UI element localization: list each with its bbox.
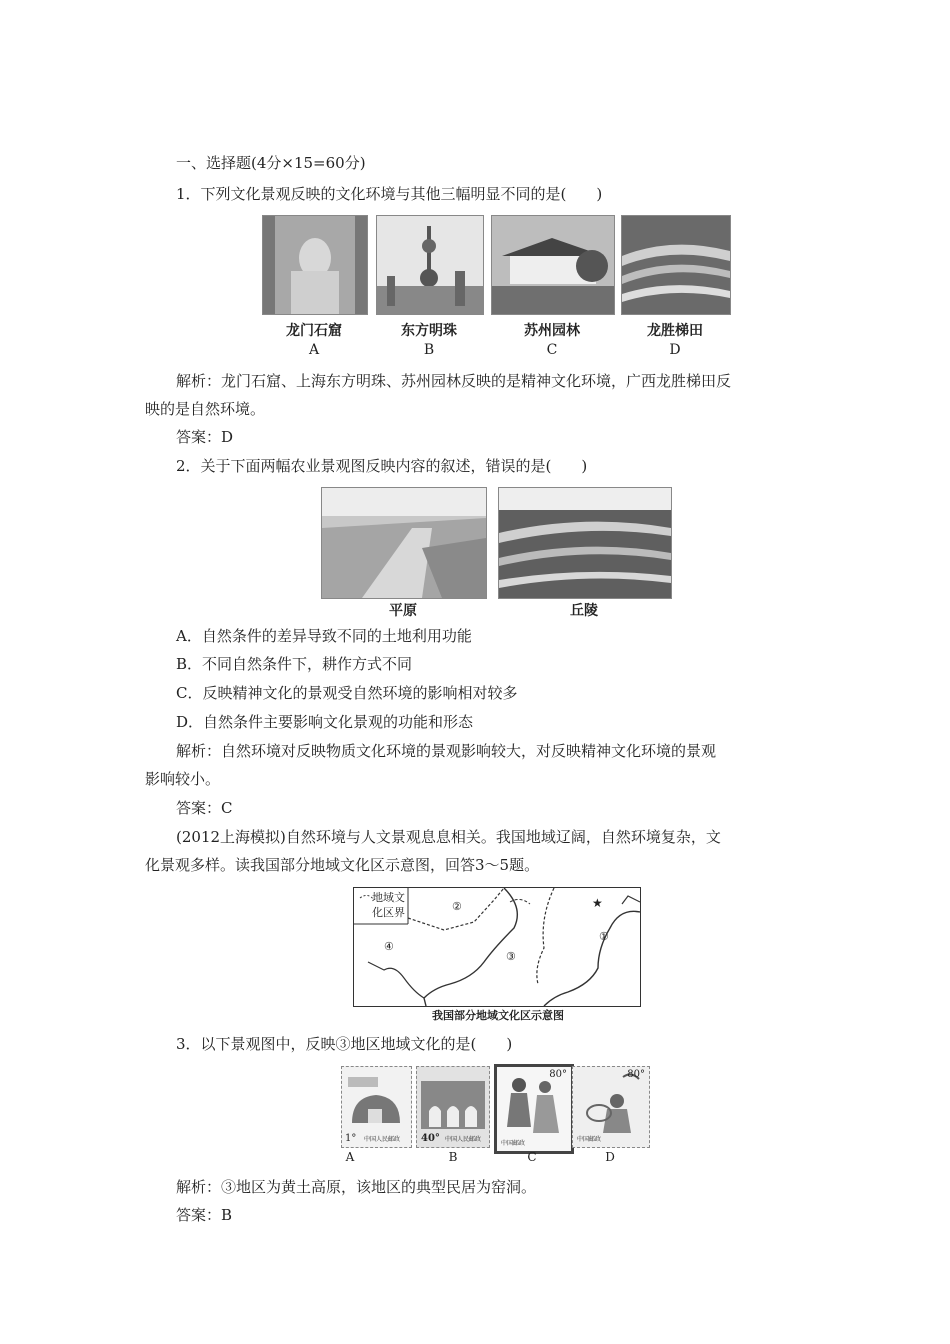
section-title: 一、选择题(4分×15=60分) xyxy=(176,154,366,172)
q1-caption-d: 龙胜梯田 xyxy=(647,323,703,339)
yurt-stamp xyxy=(341,1066,412,1148)
map-region-3: ③ xyxy=(506,950,516,963)
q1-caption-a: 龙门石窟 xyxy=(286,323,342,339)
map-caption: 我国部分地域文化区示意图 xyxy=(432,1009,564,1022)
q2-option-b: B．不同自然条件下，耕作方式不同 xyxy=(176,655,413,673)
q2-option-d: D．自然条件主要影响文化景观的功能和形态 xyxy=(176,713,474,731)
q3-answer: 答案：B xyxy=(176,1206,233,1224)
q1-letter-c: C xyxy=(546,342,558,358)
q1-letter-d: D xyxy=(669,342,681,358)
q1-caption-c: 苏州园林 xyxy=(524,323,580,339)
hunter-stamp xyxy=(572,1066,650,1148)
plain-photo xyxy=(321,487,487,599)
stamp-c-issuer: 中国邮政 xyxy=(501,1140,526,1147)
suzhou-garden-photo xyxy=(491,215,615,315)
folk-dance-stamp xyxy=(494,1064,574,1154)
q3-letter-c: C xyxy=(527,1150,537,1164)
map-region-4: ④ xyxy=(384,940,394,953)
q2-analysis-line1: 解析：自然环境对反映物质文化环境的景观影响较大，对反映精神文化环境的景观 xyxy=(176,742,717,760)
q1-answer: 答案：D xyxy=(176,428,234,446)
q3-analysis: 解析：③地区为黄土高原，该地区的典型民居为窑洞。 xyxy=(176,1178,537,1196)
stamp-b-issuer: 中国人民邮政 xyxy=(445,1136,482,1143)
q2-analysis-line2: 影响较小。 xyxy=(145,770,221,788)
culture-region-map xyxy=(353,887,641,1007)
stamp-b-denom: 40° xyxy=(421,1133,440,1144)
intro-line2: 化景观多样。读我国部分地域文化区示意图，回答3～5题。 xyxy=(145,856,540,874)
q3-letter-b: B xyxy=(448,1150,458,1164)
stamp-a-issuer: 中国人民邮政 xyxy=(364,1136,401,1143)
map-region-2: ② xyxy=(452,900,462,913)
q1-analysis-line2: 映的是自然环境。 xyxy=(145,400,266,418)
q3-letter-a: A xyxy=(345,1150,355,1164)
q2-caption-hills: 丘陵 xyxy=(570,603,598,619)
q1-stem: 1．下列文化景观反映的文化环境与其他三幅明显不同的是( ) xyxy=(176,185,603,203)
q1-caption-b: 东方明珠 xyxy=(401,323,457,339)
q1-letter-b: B xyxy=(423,342,435,358)
q3-stem: 3．以下景观图中，反映③地区地域文化的是( ) xyxy=(176,1035,513,1053)
intro-line1: (2012上海模拟)自然环境与人文景观息息相关。我国地域辽阔，自然环境复杂，文 xyxy=(176,828,721,846)
map-region-1: ① xyxy=(599,930,609,943)
q1-analysis-line1: 解析：龙门石窟、上海东方明珠、苏州园林反映的是精神文化环境，广西龙胜梯田反 xyxy=(176,372,732,390)
q2-stem: 2．关于下面两幅农业景观图反映内容的叙述，错误的是( ) xyxy=(176,457,588,475)
stamp-d-denom: 80° xyxy=(627,1069,645,1080)
longmen-grottoes-photo xyxy=(262,215,368,315)
q2-option-c: C．反映精神文化的景观受自然环境的影响相对较多 xyxy=(176,684,518,702)
q3-letter-d: D xyxy=(605,1150,615,1164)
map-legend-line1: 地域文 xyxy=(372,891,405,904)
stamp-d-issuer: 中国邮政 xyxy=(577,1136,602,1143)
stamp-c-denom: 80° xyxy=(549,1069,567,1080)
q2-answer: 答案：C xyxy=(176,799,233,817)
q2-caption-plain: 平原 xyxy=(389,603,417,619)
oriental-pearl-photo xyxy=(376,215,484,315)
capital-star-icon: ★ xyxy=(592,896,603,910)
hill-terraces-photo xyxy=(498,487,672,599)
q2-option-a: A．自然条件的差异导致不同的土地利用功能 xyxy=(176,627,472,645)
q1-letter-a: A xyxy=(308,342,320,358)
map-legend-line2: 化区界 xyxy=(372,906,405,919)
stamp-a-denom: 1° xyxy=(345,1133,357,1144)
longsheng-terraces-photo xyxy=(621,215,731,315)
cave-dwelling-stamp xyxy=(416,1066,490,1148)
